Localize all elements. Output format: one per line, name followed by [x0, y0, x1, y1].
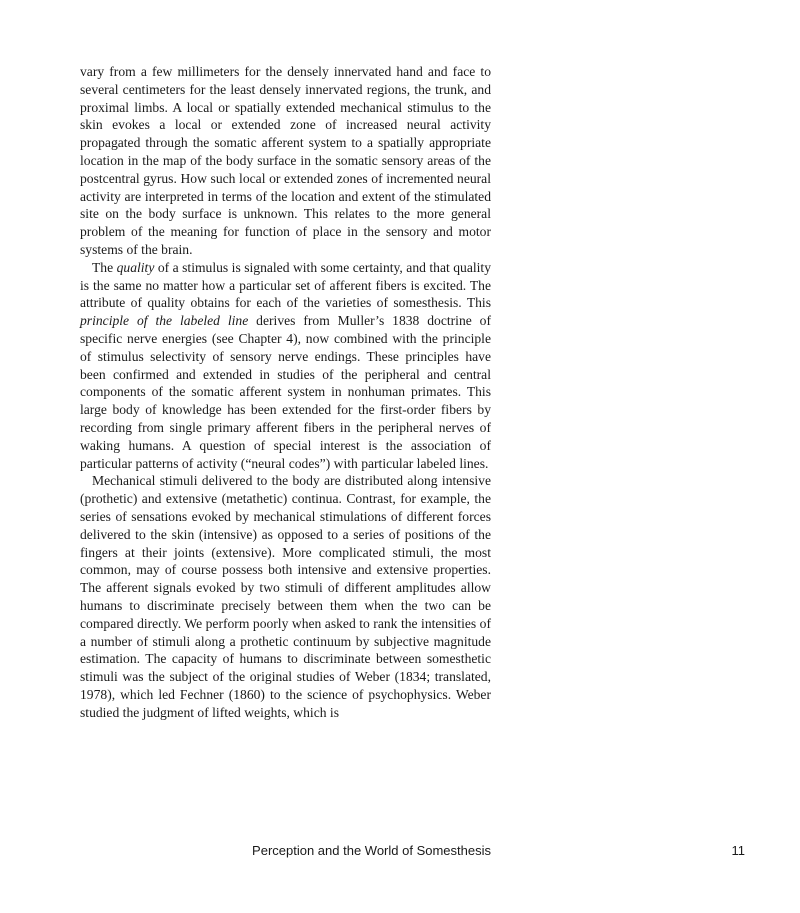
paragraph-2-text-a: The [92, 259, 117, 275]
paragraph-2 [80, 259, 491, 473]
paragraph-1: vary from a few millimeters for the densely innervated hand and face to several centimeters for the least densely innervated regions, the trunk, and proximal limbs. A local or spatially extended mechanical stimulus to the skin evokes a local or extended zone of increased neural activity propagated through the somatic afferent system to a spatially appropriate location in the map of the body surface in the somatic sensory areas of the postcentral gyrus. How such local or extended zones of incremented neural activity are interpreted in terms of the location and extent of the stimulated site on the body surface is unknown. This relates to the more general problem of the meaning for function of place in the sensory and motor systems of the brain. [80, 64, 491, 257]
page-number: 11 [731, 843, 745, 858]
body-text [80, 63, 491, 721]
italic-term-labeled-line: principle of the labeled line [80, 313, 249, 329]
paragraph-2-text-c: derives from Muller’s 1838 doctrine of specific nerve energies (see Chapter 4), now combined with the principle of stimulus selectivity of sensory nerve endings. These principles have been confirmed and extended in studies of the peripheral and central components of the somatic afferent system in nonhuman primates. This large body of knowledge has been extended for the first-order fibers by recording from single primary afferent fibers in the peripheral nerves of waking humans. A question of special interest is the association of particular patterns of activity (“neural codes”) with particular labeled lines. [80, 313, 491, 471]
italic-term-quality: quality [116, 259, 155, 275]
running-footer-title: Perception and the World of Somesthesis [252, 843, 491, 858]
paragraph-3: Mechanical stimuli delivered to the body are distributed along intensive (prothetic) and extensive (metathetic) continua. Contrast, for example, the series of sensations evoked by mechanical stimulations of different forces delivered to the skin (intensive) as opposed to a series of positions of the fingers at their joints (extensive). More complicated stimuli, the most common, may of course possess both intensive and extensive properties. The afferent signals evoked by two stimuli of different amplitudes allow humans to discriminate precisely between them when the two can be compared directly. We perform poorly when asked to rank the intensities of a number of stimuli along a prothetic continuum by subjective magnitude estimation. The capacity of humans to discriminate between somesthetic stimuli was the subject of the original studies of Weber (1834; translated, 1978), which led Fechner (1860) to the science of psychophysics. Weber studied the judgment of lifted weights, which is [80, 473, 491, 720]
paragraph-2-text-b: of a stimulus is signaled with some certainty, and that quality is the same no matter how a particular set of afferent fibers is excited. The attribute of quality obtains for each of the varieties of somesthesis. This [80, 259, 491, 311]
